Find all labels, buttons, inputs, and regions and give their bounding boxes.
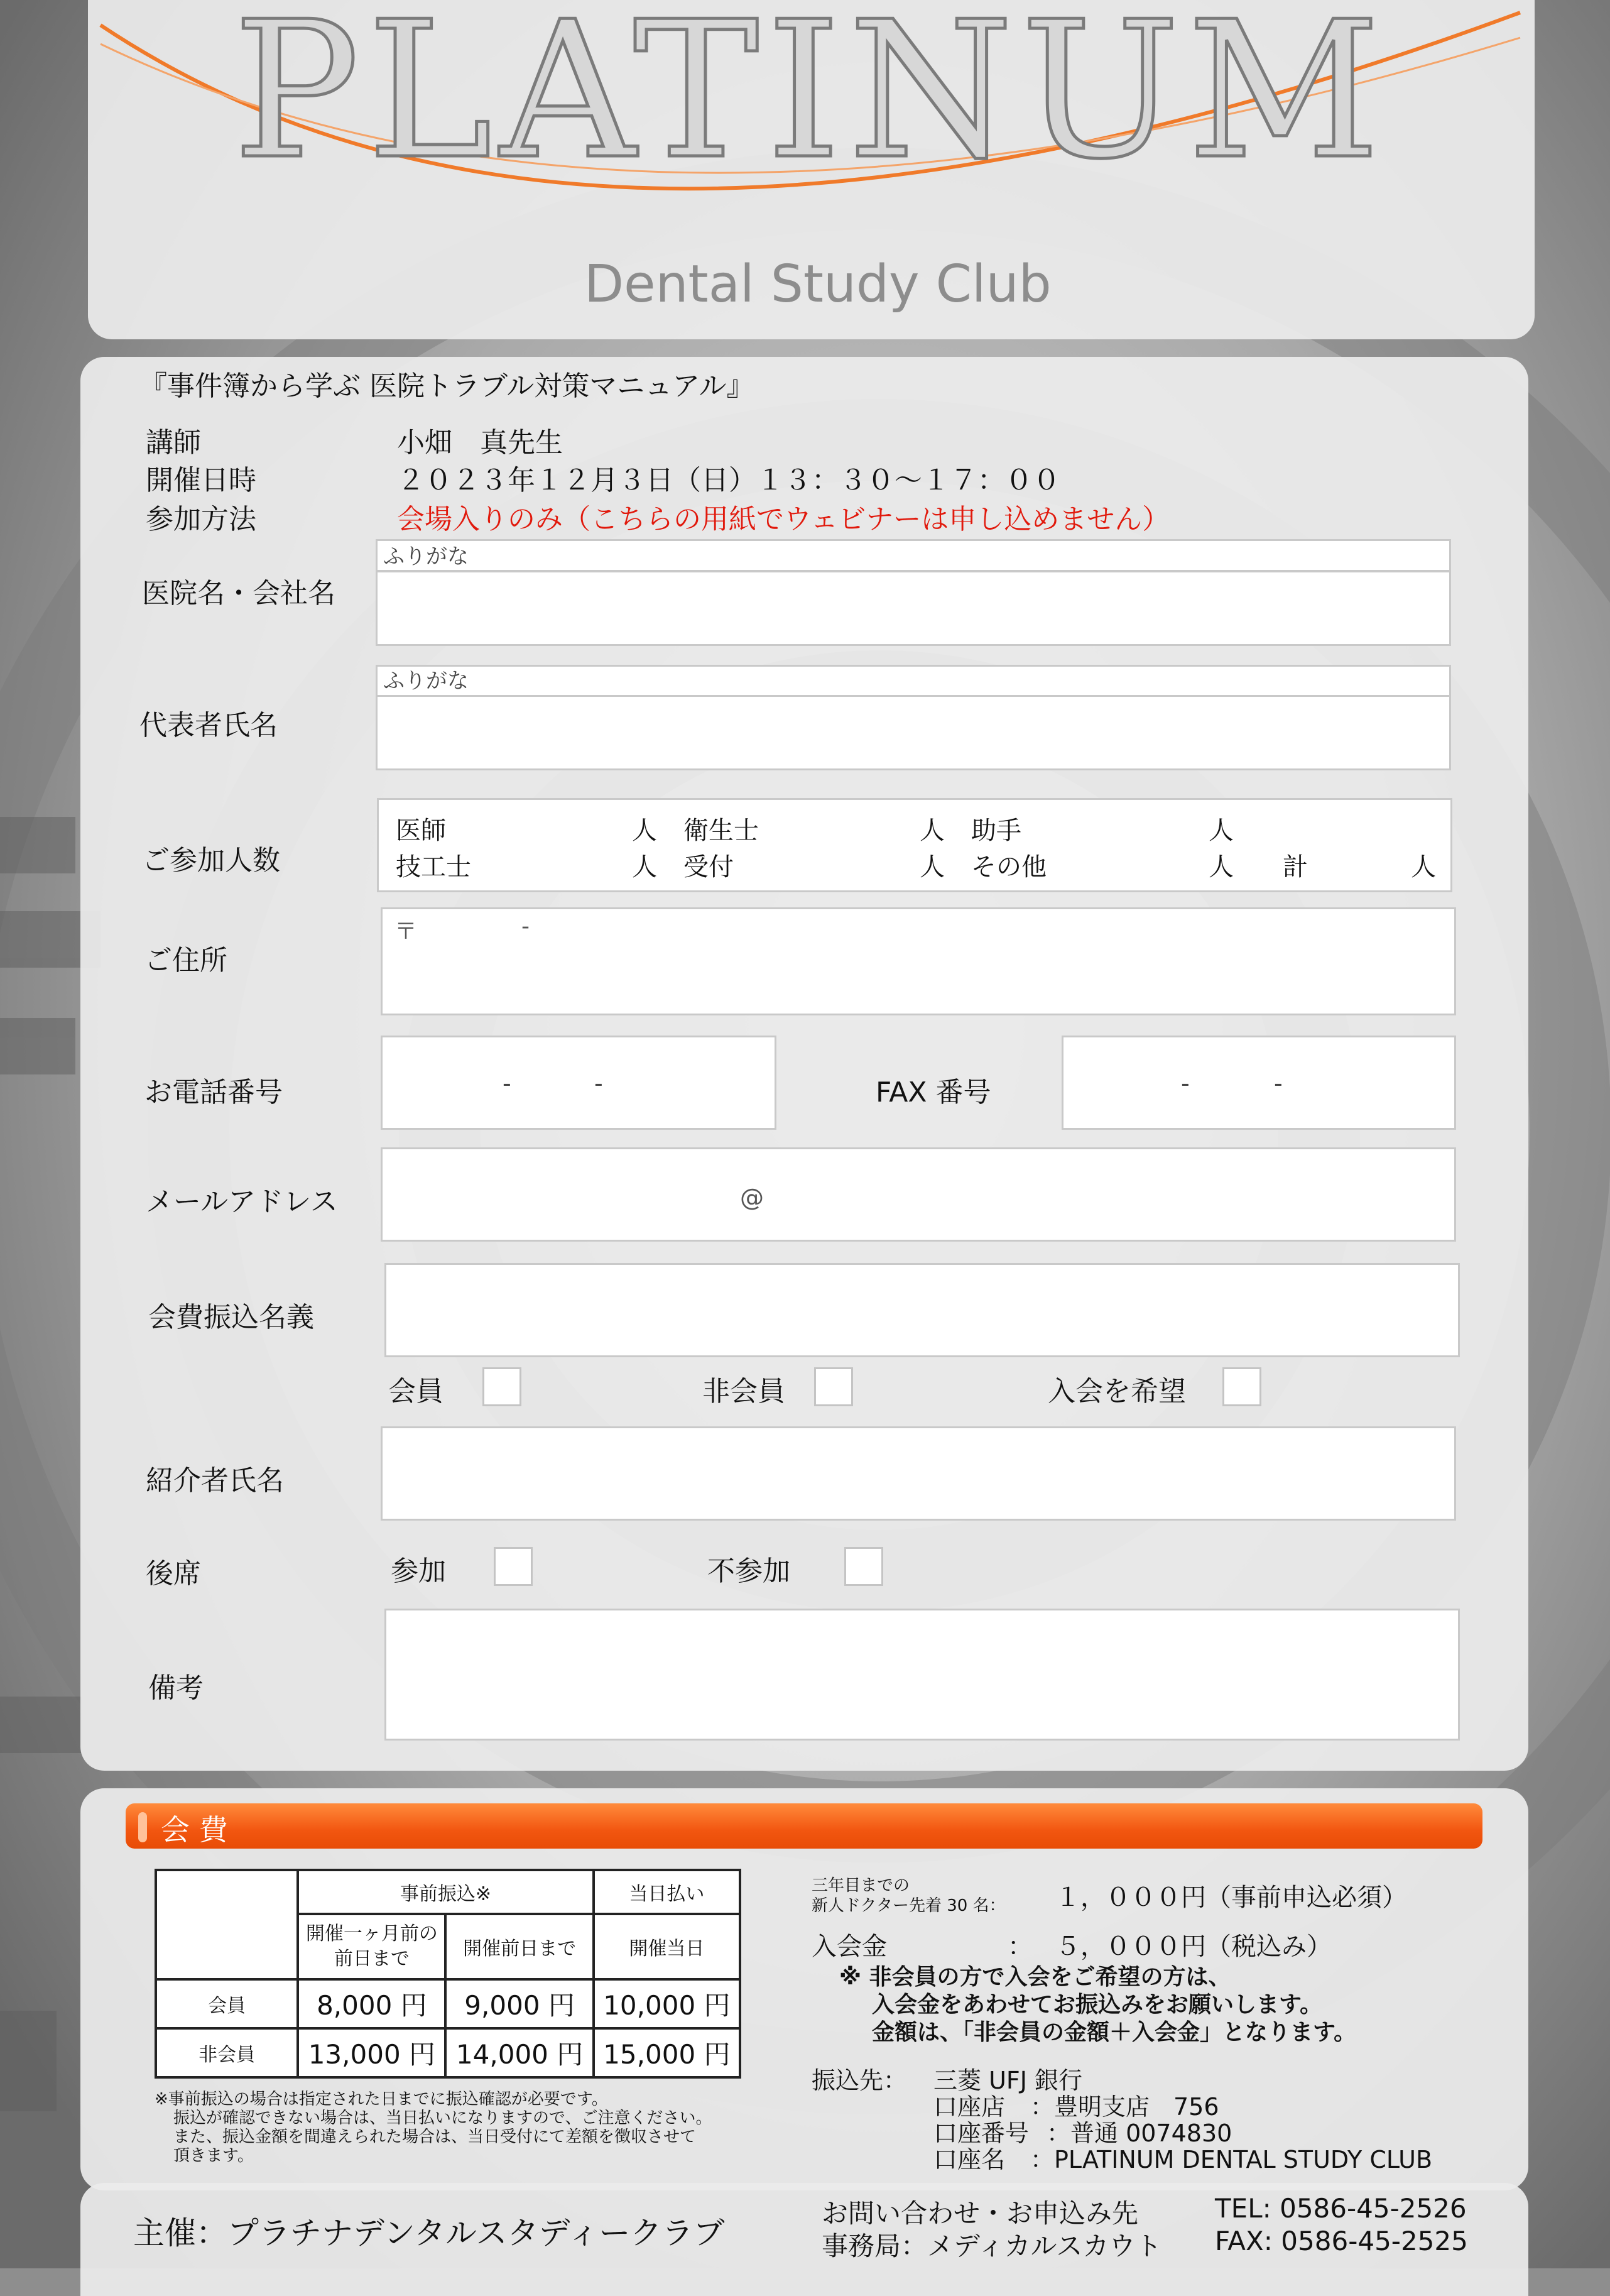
absent-label: 不参加 [707, 1555, 790, 1587]
unit-doctor: 人 [632, 816, 657, 845]
address-field[interactable] [381, 907, 1456, 1015]
attendee-reception-field[interactable] [773, 846, 917, 877]
unit-hygienist: 人 [920, 816, 945, 845]
enroll-note-3: 金額は、「非会員の金額＋入会金」となります。 [872, 2020, 1357, 2045]
fee-cell: 8,000 円 [298, 1979, 445, 2028]
fee-table [155, 1869, 741, 2079]
phone-dash-2: - [594, 1069, 603, 1097]
fee-cell: 14,000 円 [445, 2028, 593, 2077]
unit-total: 人 [1411, 853, 1436, 882]
account-name-value: ：PLATINUM DENTAL STUDY CLUB [1030, 2146, 1433, 2173]
logo-subtitle: Dental Study Club [584, 254, 1052, 314]
attendee-assistant-label: 助手 [971, 816, 1021, 845]
fee-col-day-before: 開催前日まで [445, 1914, 593, 1979]
fee-col-event-day: 開催当日 [594, 1914, 740, 1979]
absent-checkbox[interactable] [844, 1547, 883, 1586]
fee-cell: 15,000 円 [594, 2028, 740, 2077]
attendee-hygienist-field[interactable] [773, 809, 917, 841]
branch-label: 口座店 [933, 2093, 1006, 2121]
attendee-other-label: その他 [971, 853, 1047, 882]
fax-label: FAX 番号 [876, 1076, 991, 1108]
phone-label: お電話番号 [144, 1076, 283, 1108]
email-at-mark: @ [740, 1184, 764, 1211]
account-number-label: 口座番号 [933, 2119, 1030, 2147]
organizer: 主催：プラチナデンタルスタディークラブ [133, 2215, 725, 2251]
notes-field[interactable] [384, 1609, 1460, 1741]
representative-furigana-label: ふりがな [383, 669, 469, 694]
enroll-note-2: 入会金をあわせてお振込みをお願いします。 [872, 1992, 1323, 2018]
nonmember-label: 非会員 [702, 1375, 785, 1408]
lecturer-label: 講師 [146, 427, 201, 459]
fee-col-group-sameday: 当日払い [594, 1870, 740, 1914]
attendee-other-field[interactable] [1068, 846, 1206, 877]
enroll-label: 入会金 [812, 1932, 887, 1961]
fee-table-note-3: また、振込金額を間違えられた場合は、当日受付にて差額を徴収させて [173, 2128, 697, 2146]
attendee-total-field[interactable] [1325, 846, 1407, 877]
attendee-doctor-field[interactable] [477, 809, 628, 841]
fee-table-corner [156, 1870, 298, 1979]
attendee-reception-label: 受付 [683, 853, 734, 882]
date-value: ２０２３年１２月３日（日）１３：３０～１７：００ [397, 464, 1060, 496]
notes-label: 備考 [148, 1672, 204, 1704]
attendee-hygienist-label: 衛生士 [683, 816, 759, 845]
nonmember-checkbox[interactable] [814, 1367, 853, 1406]
lecturer-value: 小畑 真先生 [397, 427, 563, 459]
attendees-label: ご参加人数 [142, 845, 280, 877]
attendee-doctor-label: 医師 [396, 816, 446, 845]
contact-line: お問い合わせ・お申込み先 [822, 2198, 1139, 2229]
account-name-label: 口座名 [933, 2146, 1006, 2173]
referrer-field[interactable] [381, 1426, 1456, 1521]
postal-mark: 〒 [394, 919, 418, 944]
fees-bar-highlight [138, 1812, 147, 1842]
payer-name-label: 会費振込名義 [148, 1301, 314, 1333]
payer-name-field[interactable] [384, 1263, 1460, 1357]
phone-field[interactable] [381, 1036, 776, 1130]
new-doctor-line1: 三年目までの [812, 1876, 910, 1895]
logo: PLATINUM [232, 0, 1388, 200]
account-number-value: ：普通 0074830 [1047, 2119, 1232, 2147]
afterparty-label: 後席 [146, 1558, 201, 1590]
unit-technician: 人 [632, 853, 657, 882]
representative-furigana-field[interactable] [376, 665, 1451, 697]
join-label: 入会を希望 [1048, 1375, 1186, 1408]
attendee-technician-label: 技工士 [396, 853, 471, 882]
member-checkbox[interactable] [482, 1367, 521, 1406]
event-title: 『事件簿から学ぶ 医院トラブル対策マニュアル』 [139, 370, 754, 402]
fee-col-group-advance: 事前振込※ [298, 1870, 593, 1914]
attendee-technician-field[interactable] [477, 846, 628, 877]
clinic-name-label: 医院名・会社名 [142, 577, 335, 610]
branch-value: ：豊明支店 756 [1030, 2093, 1219, 2121]
enroll-fee: ５，０００円（税込み） [1055, 1932, 1332, 1961]
fax-dash-2: - [1274, 1069, 1283, 1097]
representative-label: 代表者氏名 [139, 709, 278, 741]
fee-cell: 9,000 円 [445, 1979, 593, 2028]
fee-table-note-1: ※事前振込の場合は指定された日までに振込確認が必要です。 [155, 2090, 608, 2109]
enroll-note-1: ※ 非会員の方で入会をご希望の方は、 [839, 1964, 1231, 1990]
office-line: 事務局：メディカルスカウト [822, 2231, 1162, 2261]
fee-row-label: 非会員 [156, 2028, 298, 2077]
email-label: メールアドレス [146, 1186, 338, 1218]
fee-cell: 13,000 円 [298, 2028, 445, 2077]
attendee-assistant-field[interactable] [1043, 809, 1206, 841]
fees-section-bar [126, 1803, 1482, 1849]
attend-label: 参加 [391, 1555, 446, 1587]
new-doctor-fee: １，０００円（事前申込必須） [1055, 1883, 1407, 1912]
referrer-label: 紹介者氏名 [146, 1465, 284, 1497]
fee-table-note-4: 頂きます。 [173, 2146, 254, 2165]
date-label: 開催日時 [146, 464, 256, 496]
unit-reception: 人 [920, 853, 945, 882]
contact-tel: TEL: 0586-45-2526 [1215, 2193, 1467, 2224]
address-label: ご住所 [144, 944, 227, 976]
clinic-furigana-label: ふりがな [383, 544, 469, 569]
fee-cell: 10,000 円 [594, 1979, 740, 2028]
bank-label: 振込先： [812, 2067, 908, 2094]
fee-col-month-before: 開催一ヶ月前の前日まで [298, 1914, 445, 1979]
clinic-name-field[interactable] [376, 571, 1451, 646]
attendee-total-label: 計 [1283, 853, 1308, 882]
fees-section-title: 会 費 [161, 1813, 228, 1847]
join-checkbox[interactable] [1222, 1367, 1261, 1406]
fee-row-label: 会員 [156, 1979, 298, 2028]
method-label: 参加方法 [146, 503, 256, 535]
new-doctor-line2: 新人ドクター先着 30 名： [812, 1896, 1006, 1915]
member-label: 会員 [388, 1375, 443, 1408]
clinic-furigana-field[interactable] [376, 539, 1451, 572]
postal-separator: - [521, 914, 530, 939]
enroll-colon: ： [1008, 1932, 1033, 1961]
representative-name-field[interactable] [376, 695, 1451, 770]
fax-field[interactable] [1062, 1036, 1456, 1130]
contact-fax: FAX: 0586-45-2525 [1215, 2226, 1468, 2256]
unit-other: 人 [1209, 853, 1234, 882]
bank-name: 三菱 UFJ 銀行 [933, 2067, 1083, 2094]
fee-table-note-2: 振込が確認できない場合は、当日払いになりますので、ご注意ください。 [173, 2109, 712, 2128]
phone-dash-1: - [503, 1069, 511, 1097]
unit-assistant: 人 [1209, 816, 1234, 845]
method-value: 会場入りのみ（こちらの用紙でウェビナーは申し込めません） [397, 503, 1170, 535]
email-field[interactable] [381, 1147, 1456, 1242]
fax-dash-1: - [1181, 1069, 1190, 1097]
attend-checkbox[interactable] [494, 1547, 533, 1586]
